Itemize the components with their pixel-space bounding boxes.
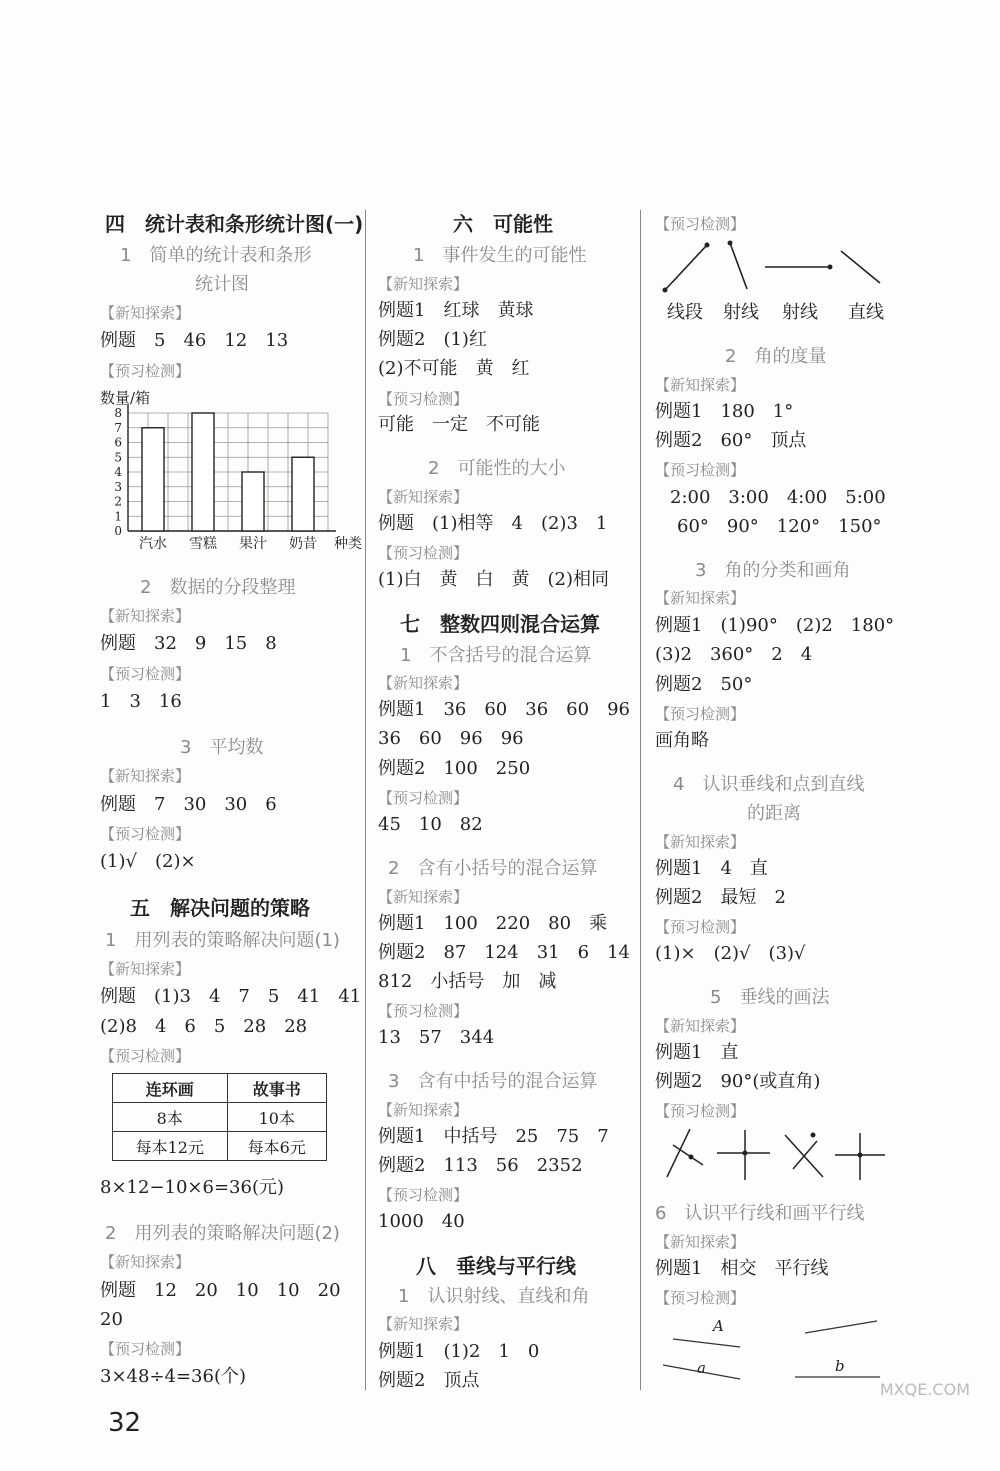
tag-new: 【新知探索】	[378, 1101, 469, 1119]
section-8-2-title: 2 角的度量	[725, 346, 827, 367]
answer-line: 例题1 (1)2 1 0	[378, 1341, 540, 1362]
section-8-6-title: 6 认识平行线和画平行线	[655, 1203, 865, 1224]
tag-new: 【新知探索】	[378, 674, 469, 692]
answer-line: 例题 12 20 10 10 20	[100, 1280, 341, 1301]
answer-line: 例题1 相交 平行线	[655, 1258, 829, 1279]
section-5-1-title: 1 用列表的策略解决问题(1)	[105, 930, 340, 951]
answer-line: (2)8 4 6 5 28 28	[100, 1016, 308, 1037]
section-5-2-title: 2 用列表的策略解决问题(2)	[105, 1223, 340, 1244]
line-label: 直线	[848, 302, 884, 323]
section-8-1-title: 1 认识射线、直线和角	[398, 1286, 590, 1307]
section-8-3-title: 3 角的分类和画角	[695, 560, 851, 581]
section-8-5-title: 5 垂线的画法	[710, 987, 830, 1008]
answer-line: 1000 40	[378, 1211, 465, 1232]
tag-new: 【新知探索】	[655, 1233, 746, 1251]
tag-new: 【新知探索】	[378, 888, 469, 906]
table-cell: 故事书	[227, 1074, 326, 1103]
answer-line: 例题1 4 直	[655, 858, 768, 879]
table-cell: 每本6元	[227, 1132, 326, 1161]
answer-line: 例题2 113 56 2352	[378, 1155, 583, 1176]
answer-line: (1)√ (2)×	[100, 851, 196, 872]
table-cell: 连环画	[113, 1074, 228, 1103]
chapter-7-title: 七 整数四则混合运算	[400, 612, 600, 636]
column-divider-2	[640, 210, 641, 1390]
chapter-4-title: 四 统计表和条形统计图(一)	[105, 212, 364, 236]
answer-line: 例题1 100 220 80 乘	[378, 913, 608, 934]
tag-preview: 【预习检测】	[378, 544, 469, 562]
answer-line: 例题1 180 1°	[655, 401, 794, 422]
bar	[242, 472, 264, 531]
answer-line: (2)不可能 黄 红	[378, 358, 530, 379]
x-tick-label: 汽水	[139, 536, 167, 552]
answer-line: 20	[100, 1309, 123, 1330]
y-tick-label: 6	[114, 435, 122, 450]
answer-line: (1)白 黄 白 黄 (2)相同	[378, 569, 609, 590]
section-6-2-title: 2 可能性的大小	[428, 458, 566, 479]
answer-line: 例题2 87 124 31 6 14	[378, 942, 630, 963]
x-tick-label: 果汁	[239, 536, 267, 552]
section-8-4-title: 4 认识垂线和点到直线	[673, 774, 865, 795]
x-tick-label: 奶昔	[289, 536, 317, 552]
x-tick-label: 雪糕	[189, 536, 217, 552]
chapter-6-title: 六 可能性	[453, 212, 553, 236]
chapter-8-title: 八 垂线与平行线	[416, 1254, 576, 1278]
line-label-b: b	[835, 1357, 845, 1375]
watermark: MXQE.COM	[879, 1380, 970, 1399]
tag-preview: 【预习检测】	[100, 825, 191, 843]
tag-new: 【新知探索】	[378, 275, 469, 293]
answer-line: 可能 一定 不可能	[378, 414, 540, 435]
answer-line: 画角略	[655, 730, 709, 751]
answer-line: 例题2 90°(或直角)	[655, 1071, 821, 1092]
answer-line: 例题2 60° 顶点	[655, 430, 807, 451]
table-cell: 8本	[113, 1103, 228, 1132]
answer-line: 例题1 (1)90° (2)2 180°	[655, 615, 895, 636]
answer-line: 3×48÷4=36(个)	[100, 1366, 247, 1387]
answer-line: 例题2 50°	[655, 674, 753, 695]
answer-line: 例题 (1)3 4 7 5 41 41	[100, 986, 362, 1007]
tag-preview: 【预习检测】	[655, 705, 746, 723]
line-label: 射线	[782, 302, 818, 323]
comparison-table	[112, 1073, 327, 1161]
section-7-1-title: 1 不含括号的混合运算	[400, 645, 592, 666]
answer-line: 例题2 100 250	[378, 758, 531, 779]
table-row	[113, 1074, 327, 1103]
bar	[142, 428, 164, 531]
tag-new: 【新知探索】	[100, 1253, 191, 1271]
y-tick-label: 4	[114, 465, 122, 479]
section-7-3-title: 3 含有中括号的混合运算	[388, 1071, 598, 1092]
tag-new: 【新知探索】	[378, 488, 469, 506]
answer-line: 45 10 82	[378, 814, 483, 835]
line-label: 射线	[723, 302, 759, 323]
y-tick-label: 3	[114, 479, 122, 494]
section-4-1-title: 1 简单的统计表和条形	[120, 245, 312, 266]
answer-line: 36 60 96 96	[378, 728, 524, 749]
chapter-5-title: 五 解决问题的策略	[130, 896, 310, 920]
tag-preview: 【预习检测】	[655, 1289, 746, 1307]
answer-line: 812 小括号 加 减	[378, 971, 557, 992]
y-tick-label: 8	[114, 406, 122, 420]
parallel-diagrams	[655, 1315, 895, 1385]
point-label-a: A	[713, 1317, 724, 1335]
chart-ylabel: 数量/箱	[100, 389, 151, 407]
tag-new: 【新知探索】	[655, 376, 746, 394]
tag-preview: 【预习检测】	[378, 390, 469, 408]
answer-line: 60° 90° 120° 150°	[677, 516, 882, 537]
table-cell: 每本12元	[113, 1132, 228, 1161]
section-8-4-title-cont: 的距离	[747, 803, 801, 824]
answer-line: 例题 (1)相等 4 (2)3 1	[378, 513, 608, 534]
answer-line: 例题1 直	[655, 1042, 739, 1063]
tag-new: 【新知探索】	[655, 589, 746, 607]
section-4-1-title-cont: 统计图	[195, 274, 249, 295]
line-label-a: a	[697, 1359, 706, 1377]
lines-diagram	[655, 237, 895, 297]
y-tick-label: 0	[114, 524, 122, 538]
section-4-3-title: 3 平均数	[180, 737, 264, 758]
tag-new: 【新知探索】	[100, 960, 191, 978]
section-6-1-title: 1 事件发生的可能性	[413, 245, 587, 266]
page-number: 32	[108, 1408, 142, 1438]
bar	[192, 413, 214, 531]
answer-line: 例题2 (1)红	[378, 329, 487, 350]
section-4-2-title: 2 数据的分段整理	[140, 577, 296, 598]
tag-preview: 【预习检测】	[100, 1340, 191, 1358]
y-tick-label: 1	[114, 509, 122, 524]
tag-new: 【新知探索】	[100, 304, 191, 322]
tag-new: 【新知探索】	[655, 1017, 746, 1035]
y-tick-label: 5	[114, 450, 122, 465]
table-cell: 10本	[227, 1103, 326, 1132]
answer-line: 例题 32 9 15 8	[100, 633, 277, 654]
tag-preview: 【预习检测】	[378, 1186, 469, 1204]
answer-line: 13 57 344	[378, 1027, 495, 1048]
section-7-2-title: 2 含有小括号的混合运算	[388, 858, 598, 879]
y-tick-label: 2	[114, 494, 122, 509]
bar	[292, 457, 314, 531]
bar-chart	[100, 403, 362, 553]
answer-line: 2:00 3:00 4:00 5:00	[670, 487, 886, 508]
table-row	[113, 1132, 327, 1161]
tag-new: 【新知探索】	[100, 607, 191, 625]
answer-line: 例题1 红球 黄球	[378, 300, 534, 321]
line-label: 线段	[667, 302, 703, 323]
tag-preview: 【预习检测】	[100, 1047, 191, 1065]
answer-line: 例题 7 30 30 6	[100, 794, 277, 815]
answer-line: (1)× (2)√ (3)√	[655, 943, 806, 964]
perpendicular-diagrams	[655, 1125, 895, 1185]
tag-new: 【新知探索】	[378, 1315, 469, 1333]
tag-preview: 【预习检测】	[655, 1102, 746, 1120]
tag-new: 【新知探索】	[655, 833, 746, 851]
answer-line: 例题1 36 60 36 60 96	[378, 699, 630, 720]
tag-preview: 【预习检测】	[378, 789, 469, 807]
answer-line: (3)2 360° 2 4	[655, 644, 813, 665]
answer-line: 例题 5 46 12 13	[100, 330, 289, 351]
tag-preview: 【预习检测】	[378, 1002, 469, 1020]
tag-preview: 【预习检测】	[100, 665, 191, 683]
answer-line: 1 3 16	[100, 691, 182, 712]
column-divider-1	[365, 210, 366, 1390]
tag-preview: 【预习检测】	[100, 362, 191, 380]
answer-line: 例题2 最短 2	[655, 887, 786, 908]
x-axis-label: 种类	[334, 536, 362, 552]
table-row	[113, 1103, 327, 1132]
y-tick-label: 7	[114, 420, 122, 435]
tag-new: 【新知探索】	[100, 767, 191, 785]
tag-preview: 【预习检测】	[655, 918, 746, 936]
tag-preview: 【预习检测】	[655, 215, 746, 233]
answer-line: 例题1 中括号 25 75 7	[378, 1126, 609, 1147]
answer-line: 8×12−10×6=36(元)	[100, 1177, 284, 1198]
tag-preview: 【预习检测】	[655, 461, 746, 479]
answer-line: 例题2 顶点	[378, 1370, 480, 1391]
